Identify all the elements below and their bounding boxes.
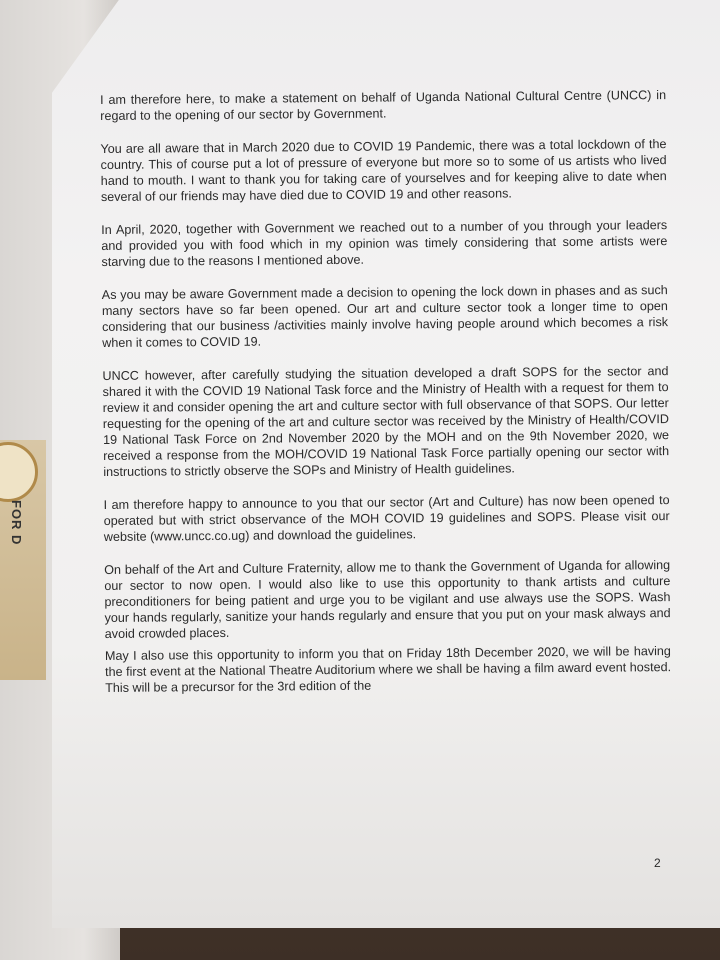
page-number: 2 [654, 856, 661, 870]
paragraph: I am therefore here, to make a statement on behalf of Uganda National Cultural Centre (UNCC) in regard to the opening of our sector by Government. [100, 88, 667, 123]
underlying-document-text: FOR D [9, 500, 24, 546]
paragraph: On behalf of the Art and Culture Fraternity, allow me to thank the Government of Uganda for allowing our sector to now open. I would also like to use this opportunity to thank artists and culture preconditioners for being patient and urge you to be vigilant and use always use the SOPS. Wash your hands regularly, sanitize your hands regularly and ensure that you put on your mask always and avoid crowded places. [104, 558, 671, 641]
paragraph: You are all aware that in March 2020 due to COVID 19 Pandemic, there was a total lockdown of the country. This of course put a lot of pressure of everyone but more so to some of us artists who lived hand to mouth. I want to thank you for taking care of yourselves and for keeping alive to date when several of our friends may have died due to COVID 19 and other reasons. [100, 137, 667, 204]
document-body [100, 87, 671, 713]
paragraph: As you may be aware Government made a decision to opening the lock down in phases and as such many sectors have so far been opened. Our art and culture sector took a longer time to open considering that our business /activities mainly involve having people around which becomes a risk when it comes to COVID 19. [101, 283, 669, 350]
paragraph: I am therefore happy to announce to you that our sector (Art and Culture) has now been opened to operated but with strict observance of the MOH COVID 19 guidelines and SOPS. Please visit our website (www.uncc.co.ug) and download the guidelines. [103, 493, 670, 544]
paragraph: May I also use this opportunity to inform you that on Friday 18th December 2020, we will be having the first event at the National Theatre Auditorium where we shall be having a film award event hosted. This will be a precursor for the 3rd edition of the [104, 644, 672, 695]
paragraph: In April, 2020, together with Government we reached out to a number of you through your leaders and provided you with food which in my opinion was timely considering that some artists were starving due to the reasons I mentioned above. [101, 218, 668, 269]
paragraph: UNCC however, after carefully studying the situation developed a draft SOPS for the sector and shared it with the COVID 19 National Task force and the Ministry of Health with a request for them to review it and consider opening the art and culture sector with full observance of that SOPS. Our letter requesting for the opening of the art and culture sector was received by the Ministry of Health/COVID 19 National Task Force on 2nd November 2020 by the MOH and on the 9th November 2020, we received a response from the MOH/COVID 19 National Task Force partially opening our sector with instructions to strictly observe the SOPs and Ministry of Health guidelines. [102, 364, 670, 479]
